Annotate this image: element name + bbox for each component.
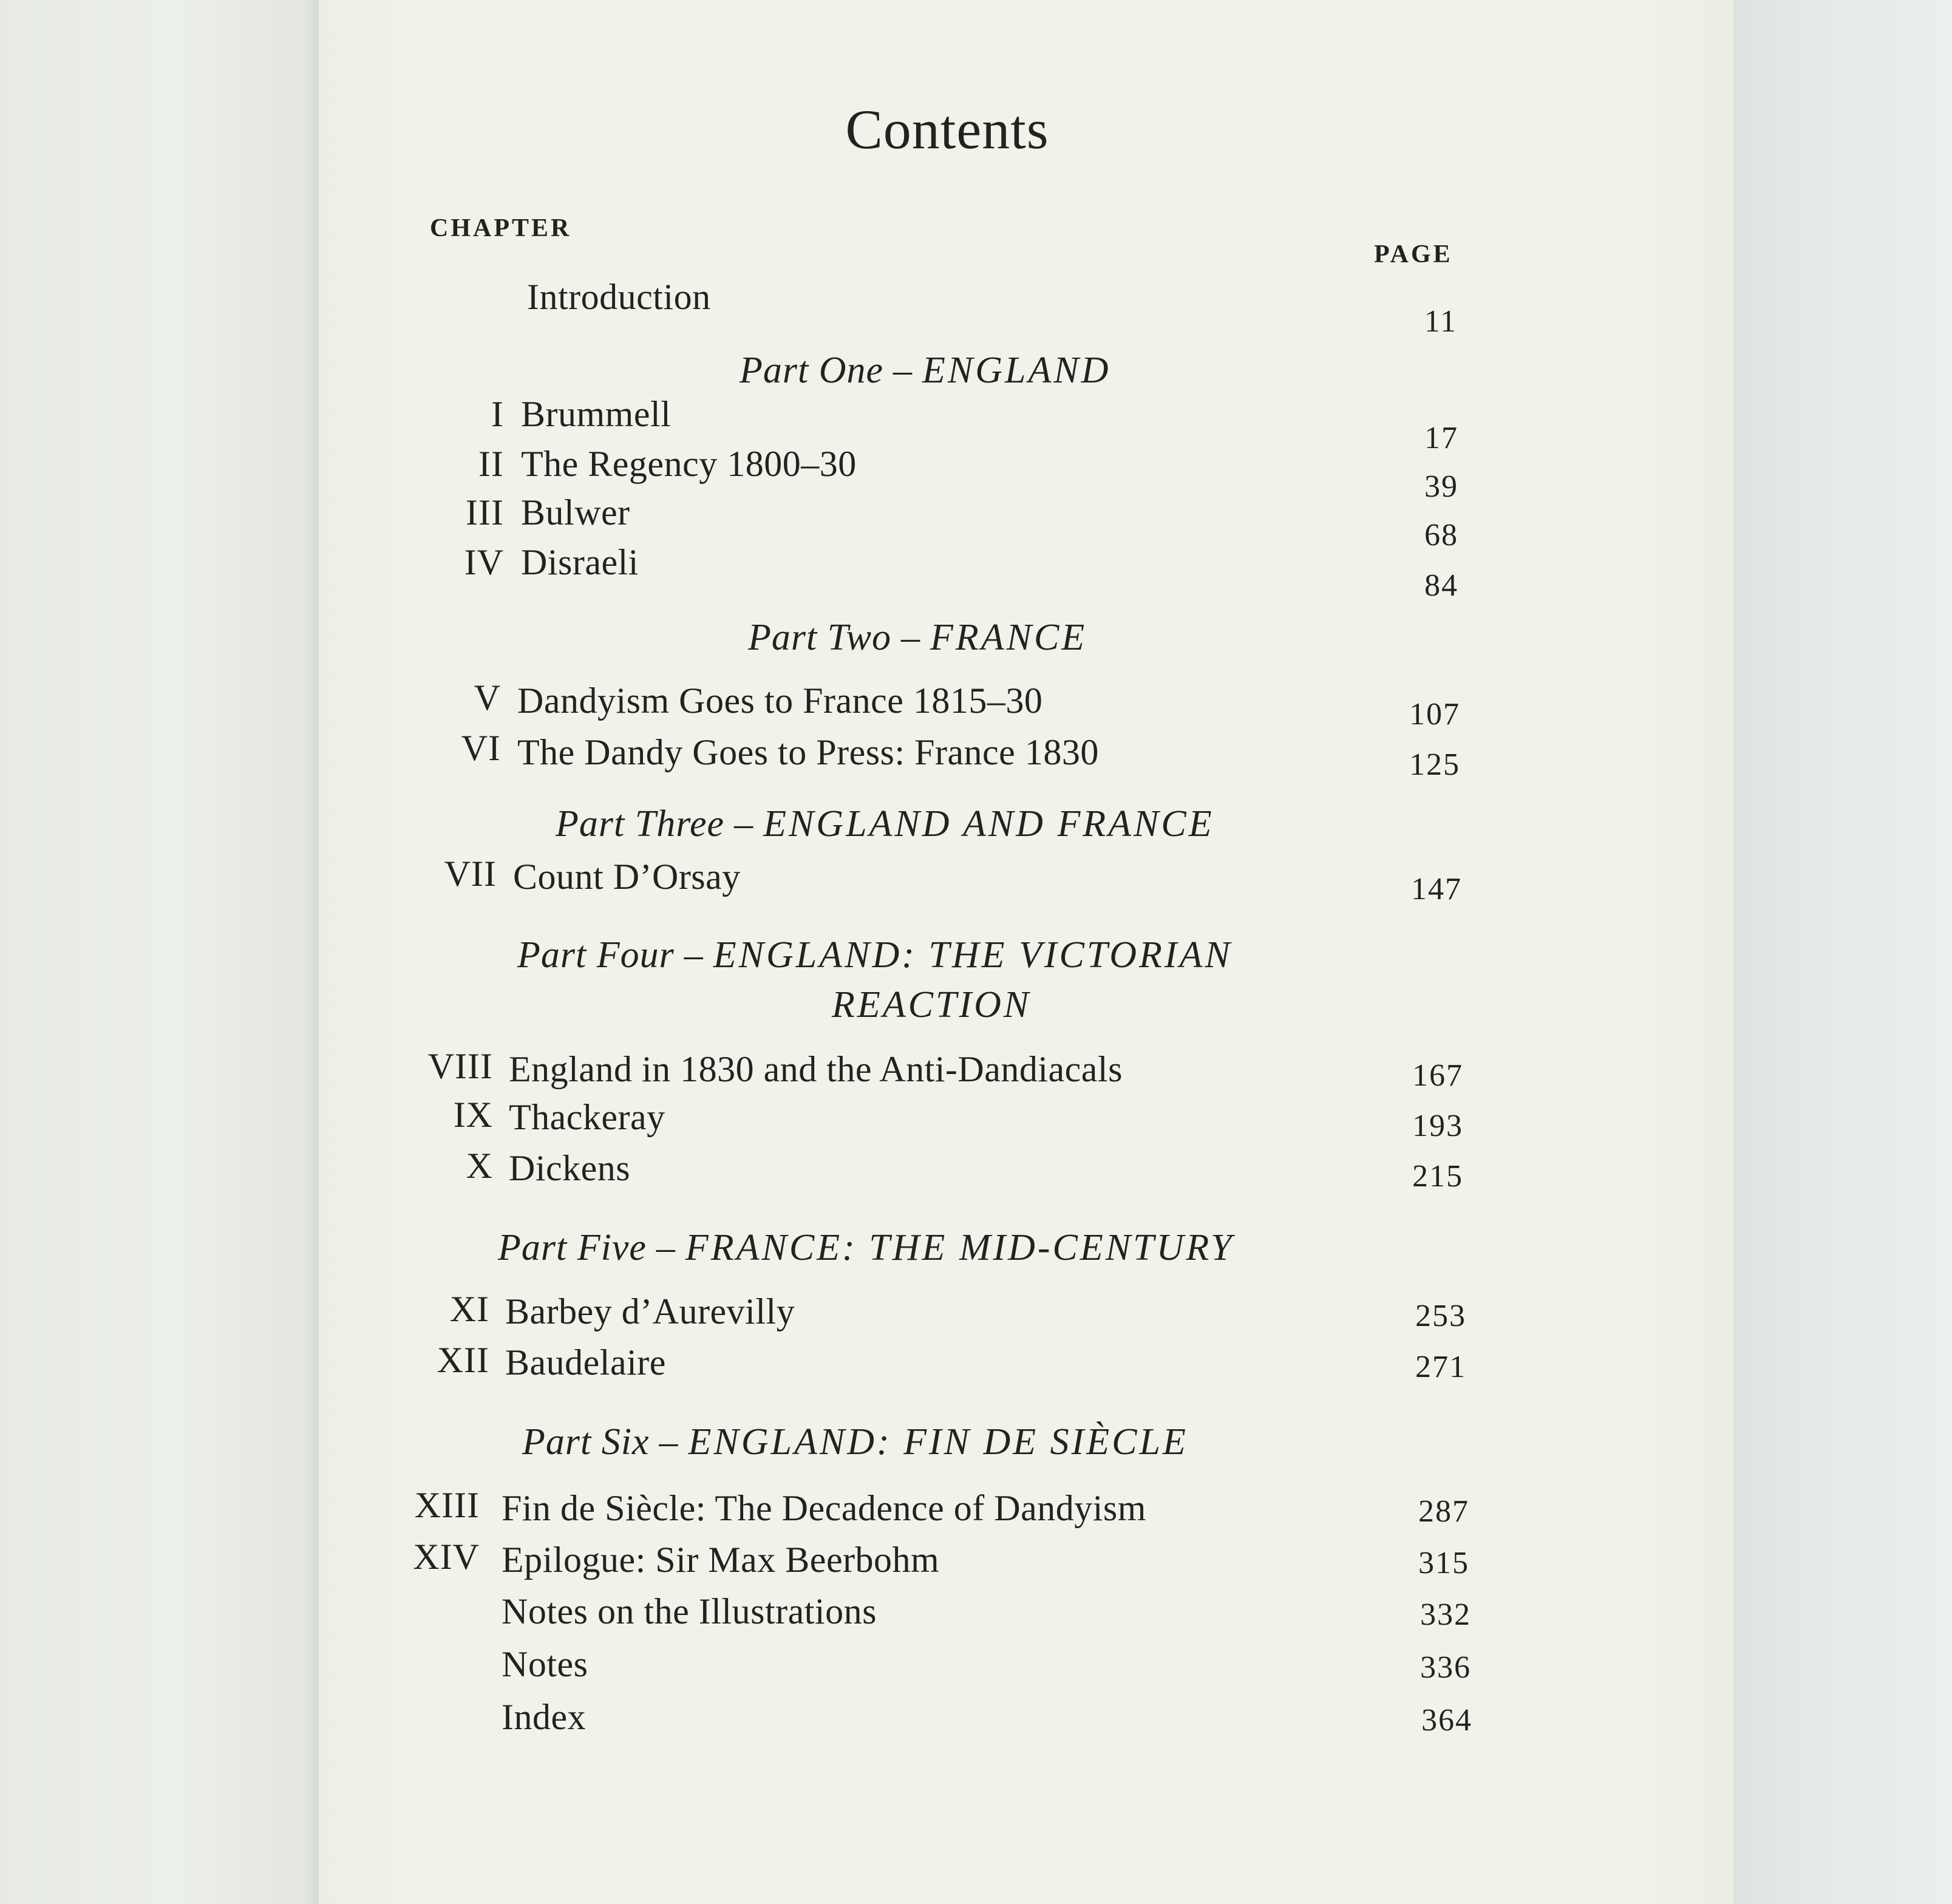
chapter-title: Notes on the Illustrations — [502, 1591, 877, 1631]
part-dash: – — [659, 1421, 679, 1463]
page-number: 107 — [1409, 697, 1460, 732]
chapter-numeral: XI — [449, 1289, 489, 1329]
part-dash: – — [734, 803, 754, 845]
chapter-title: Dandyism Goes to France 1815–30 — [517, 681, 1043, 721]
part-title: ENGLAND: THE VICTORIAN — [713, 934, 1233, 976]
chapter-numeral: II — [478, 444, 504, 484]
part-heading — [556, 803, 1214, 846]
part-label: Part Three — [556, 803, 725, 845]
page-number: 11 — [1424, 304, 1457, 339]
page-column-header: PAGE — [1374, 240, 1453, 268]
part-label: Part Two — [748, 617, 891, 658]
chapter-numeral: XII — [437, 1340, 489, 1380]
chapter-title: Dickens — [509, 1148, 631, 1188]
page-title: Contents — [845, 98, 1049, 160]
part-heading — [517, 934, 1233, 977]
page-number: 68 — [1424, 518, 1458, 552]
page-number: 17 — [1424, 421, 1458, 455]
part-title: FRANCE — [930, 617, 1087, 658]
chapter-title: Brummell — [521, 394, 672, 434]
chapter-title: Index — [502, 1697, 587, 1737]
page-number: 253 — [1415, 1299, 1466, 1333]
part-heading-continuation — [832, 984, 1031, 1027]
part-heading — [522, 1421, 1188, 1464]
page-number: 332 — [1420, 1597, 1471, 1632]
chapter-title: Thackeray — [509, 1097, 665, 1137]
page-number: 215 — [1412, 1159, 1463, 1194]
facing-page — [0, 0, 316, 1904]
chapter-title: Bulwer — [521, 492, 630, 532]
chapter-numeral: V — [474, 678, 501, 718]
page-number: 315 — [1418, 1546, 1469, 1580]
part-label: Part Four — [517, 934, 675, 976]
chapter-numeral: I — [491, 394, 504, 434]
page-number: 125 — [1409, 747, 1460, 782]
page-number: 193 — [1412, 1109, 1463, 1143]
chapter-title: Barbey d’Aurevilly — [505, 1291, 795, 1331]
part-heading — [748, 616, 1087, 659]
chapter-title: England in 1830 and the Anti-Dandiacals — [509, 1049, 1123, 1089]
chapter-numeral: XIV — [413, 1537, 480, 1577]
part-label: Part One — [740, 350, 884, 391]
page-number: 271 — [1415, 1350, 1466, 1384]
page-number: 39 — [1424, 469, 1458, 504]
part-dash: – — [893, 350, 913, 391]
chapter-numeral: VII — [444, 854, 497, 894]
part-title: FRANCE: THE MID-CENTURY — [685, 1227, 1234, 1268]
part-title: ENGLAND — [922, 350, 1111, 391]
chapter-title: Notes — [502, 1644, 588, 1684]
part-heading — [498, 1226, 1234, 1270]
chapter-numeral: VI — [461, 728, 501, 768]
part-title: ENGLAND: FIN DE SIÈCLE — [688, 1421, 1188, 1463]
chapter-numeral: IV — [464, 542, 504, 582]
page-number: 364 — [1421, 1703, 1472, 1738]
chapter-title: Baudelaire — [505, 1342, 666, 1382]
page-number: 287 — [1418, 1494, 1469, 1529]
chapter-numeral: III — [466, 492, 504, 532]
chapter-numeral: VIII — [427, 1046, 493, 1086]
page-number: 336 — [1420, 1650, 1471, 1685]
part-heading — [740, 349, 1111, 392]
chapter-title: Fin de Siècle: The Decadence of Dandyism — [502, 1488, 1146, 1528]
part-title: REACTION — [832, 984, 1032, 1025]
part-dash: – — [656, 1227, 676, 1268]
part-dash: – — [900, 617, 920, 658]
page-number: 147 — [1411, 872, 1462, 906]
chapter-title: The Regency 1800–30 — [521, 444, 857, 484]
page-number: 84 — [1424, 568, 1458, 603]
part-title: ENGLAND AND FRANCE — [763, 803, 1214, 845]
part-label: Part Five — [498, 1227, 647, 1268]
chapter-column-header: CHAPTER — [430, 214, 572, 242]
table-surface — [1733, 0, 1952, 1904]
chapter-title: Introduction — [527, 277, 711, 317]
chapter-title: Count D’Orsay — [513, 857, 741, 897]
chapter-title: Epilogue: Sir Max Beerbohm — [502, 1540, 940, 1580]
chapter-numeral: X — [466, 1146, 493, 1186]
part-label: Part Six — [522, 1421, 650, 1463]
chapter-numeral: XIII — [414, 1485, 480, 1525]
chapter-title: The Dandy Goes to Press: France 1830 — [517, 732, 1099, 772]
chapter-numeral: IX — [453, 1095, 493, 1135]
chapter-title: Disraeli — [521, 542, 639, 582]
page-number: 167 — [1412, 1058, 1463, 1093]
part-dash: – — [684, 934, 704, 976]
